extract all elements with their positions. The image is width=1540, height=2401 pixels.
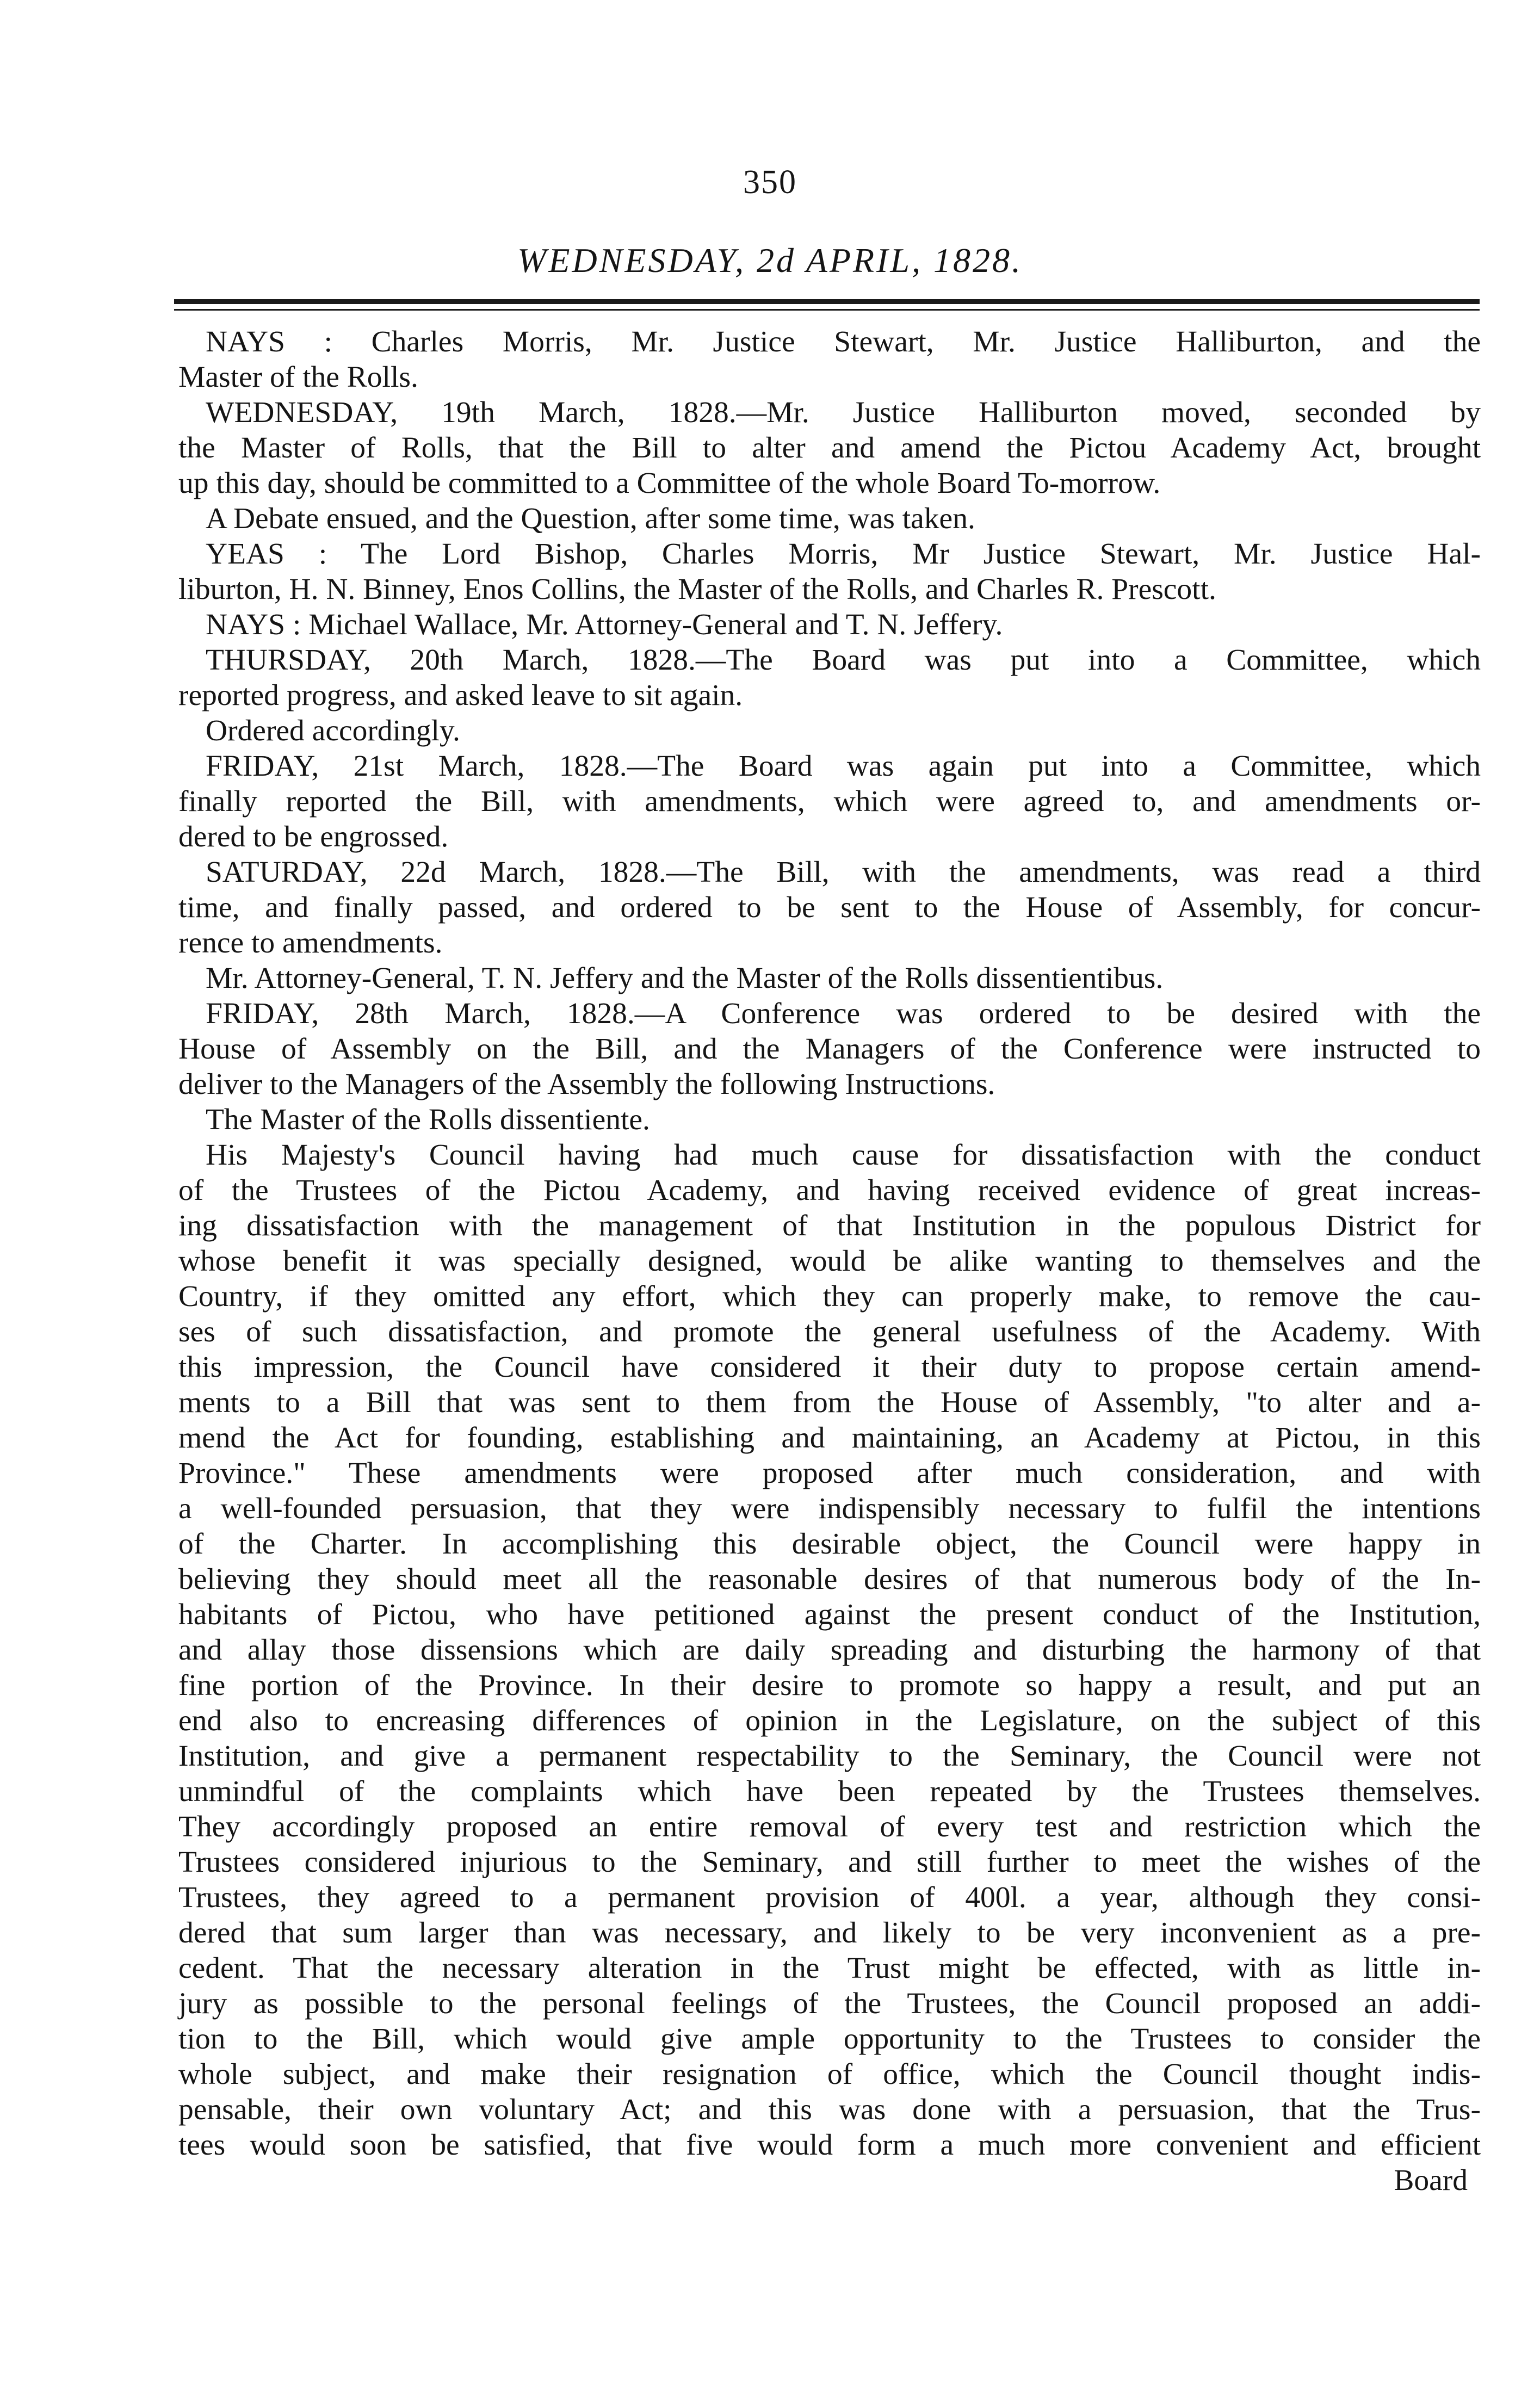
running-head: WEDNESDAY, 2d APRIL, 1828. (517, 241, 1023, 280)
text-line: tees would soon be satisfied, that five would form a much more convenient and efficient (178, 2128, 1481, 2162)
text-line: NAYS : Michael Wallace, Mr. Attorney-General and T. N. Jeffery. (206, 608, 1003, 641)
text-line: jury as possible to the personal feelings of the Trustees, the Council proposed an addi- (178, 1987, 1481, 2020)
text-line: pensable, their own voluntary Act; and this was done with a persuasion, that the Trus- (178, 2093, 1481, 2126)
text-line: deliver to the Managers of the Assembly the following Instructions. (178, 1068, 995, 1101)
text-line: habitants of Pictou, who have petitioned against the present conduct of the Institution, (178, 1598, 1481, 1631)
text-line: a well-founded persuasion, that they were indispensibly necessary to fulfil the intentions (178, 1492, 1481, 1525)
header-rule-thick (174, 299, 1480, 304)
text-line: A Debate ensued, and the Question, after some time, was taken. (206, 502, 975, 535)
text-line: rence to amendments. (178, 926, 443, 960)
text-line: whole subject, and make their resignation of office, which the Council thought indis- (178, 2058, 1481, 2091)
text-line: believing they should meet all the reasonable desires of that numerous body of the In- (178, 1563, 1481, 1596)
text-line: of the Trustees of the Pictou Academy, and having received evidence of great increas- (178, 1174, 1481, 1207)
text-line: FRIDAY, 21st March, 1828.—The Board was again put into a Committee, which (206, 750, 1481, 783)
text-line: Master of the Rolls. (178, 361, 418, 394)
text-line: mend the Act for founding, establishing and maintaining, an Academy at Pictou, in this (178, 1421, 1481, 1455)
text-line: Institution, and give a permanent respectability to the Seminary, the Council were not (178, 1740, 1481, 1773)
text-line: ses of such dissatisfaction, and promote the general usefulness of the Academy. With (178, 1315, 1481, 1348)
body-text (178, 324, 1481, 2198)
catchword: Board (1394, 2164, 1468, 2197)
text-line: SATURDAY, 22d March, 1828.—The Bill, with the amendments, was read a third (206, 856, 1481, 889)
text-line: FRIDAY, 28th March, 1828.—A Conference was ordered to be desired with the (206, 997, 1481, 1030)
text-line: Trustees considered injurious to the Seminary, and still further to meet the wishes of the (178, 1846, 1481, 1879)
text-line: Trustees, they agreed to a permanent provision of 400l. a year, although they consi- (178, 1881, 1481, 1914)
text-line: end also to encreasing differences of opinion in the Legislature, on the subject of this (178, 1704, 1481, 1737)
text-line: Ordered accordingly. (206, 714, 460, 747)
text-line: this impression, the Council have considered it their duty to propose certain amend- (178, 1351, 1481, 1384)
text-line: Mr. Attorney-General, T. N. Jeffery and the Master of the Rolls dissentientibus. (206, 962, 1164, 995)
text-line: unmindful of the complaints which have been repeated by the Trustees themselves. (178, 1775, 1481, 1808)
page-number: 350 (743, 164, 797, 201)
text-line: Country, if they omitted any effort, which they can properly make, to remove the cau- (178, 1280, 1481, 1313)
text-line: time, and finally passed, and ordered to be sent to the House of Assembly, for concur- (178, 891, 1481, 924)
text-line: His Majesty's Council having had much cause for dissatisfaction with the conduct (206, 1138, 1481, 1172)
text-line: House of Assembly on the Bill, and the Managers of the Conference were instructed to (178, 1032, 1481, 1066)
text-line: whose benefit it was specially designed, would be alike wanting to themselves and the (178, 1245, 1481, 1278)
header-rule-thin (174, 309, 1480, 311)
text-line: WEDNESDAY, 19th March, 1828.—Mr. Justice Halliburton moved, seconded by (206, 396, 1481, 429)
text-line: tion to the Bill, which would give ample opportunity to the Trustees to consider the (178, 2022, 1481, 2056)
text-line: liburton, H. N. Binney, Enos Collins, the Master of the Rolls, and Charles R. Prescott. (178, 573, 1216, 606)
text-line: cedent. That the necessary alteration in the Trust might be effected, with as little in- (178, 1952, 1481, 1985)
text-line: dered that sum larger than was necessary, and likely to be very inconvenient as a pre- (178, 1916, 1481, 1950)
text-line: of the Charter. In accomplishing this desirable object, the Council were happy in (178, 1527, 1481, 1561)
text-line: ing dissatisfaction with the management of that Institution in the populous District for (178, 1209, 1481, 1242)
text-line: The Master of the Rolls dissentiente. (206, 1103, 650, 1136)
text-line: dered to be engrossed. (178, 820, 449, 853)
text-line: reported progress, and asked leave to sit again. (178, 679, 743, 712)
text-line: fine portion of the Province. In their desire to promote so happy a result, and put an (178, 1669, 1481, 1702)
text-line: They accordingly proposed an entire removal of every test and restriction which the (178, 1810, 1481, 1843)
text-line: up this day, should be committed to a Committee of the whole Board To-morrow. (178, 467, 1161, 500)
text-line: THURSDAY, 20th March, 1828.—The Board was put into a Committee, which (206, 643, 1481, 677)
text-line: the Master of Rolls, that the Bill to alter and amend the Pictou Academy Act, brought (178, 431, 1481, 465)
text-line: Province." These amendments were proposed after much consideration, and with (178, 1457, 1481, 1490)
text-line: ments to a Bill that was sent to them from the House of Assembly, "to alter and a- (178, 1386, 1481, 1419)
text-line: NAYS : Charles Morris, Mr. Justice Stewart, Mr. Justice Halliburton, and the (206, 325, 1481, 358)
text-line: and allay those dissensions which are daily spreading and disturbing the harmony of that (178, 1633, 1481, 1667)
text-line: finally reported the Bill, with amendments, which were agreed to, and amendments or- (178, 785, 1481, 818)
text-line: YEAS : The Lord Bishop, Charles Morris, Mr Justice Stewart, Mr. Justice Hal- (206, 537, 1481, 571)
